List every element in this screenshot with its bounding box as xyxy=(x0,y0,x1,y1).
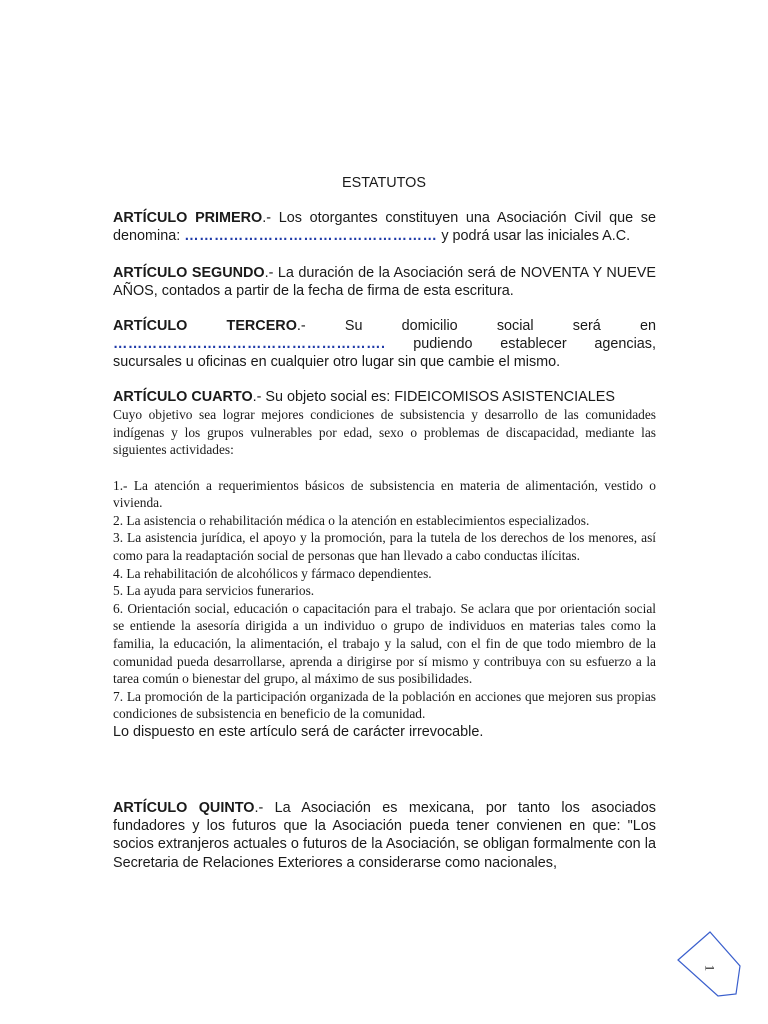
list-item: 5. La ayuda para servicios funerarios. xyxy=(113,583,315,599)
list-item: 7. La promoción de la participación organizada de la población en acciones que mejoren sus propias condiciones de subsistencia en beneficio de la comunidad. xyxy=(113,688,656,722)
article-4-closing: Lo dispuesto en este artículo será de carácter irrevocable. xyxy=(113,723,484,740)
article-5-text: La Asociación es mexicana, por tanto los asociados fundadores y los futuros que la Asociación pueda tener convienen en que: "Los socios extranjeros actuales o futuros de la Asociación, se obligan formalmente con la Secretaria de Relaciones Exteriores a considerarse como nacionales, xyxy=(113,800,657,871)
list-item: 6. Orientación social, educación o capacitación para el trabajo. Se aclara que por orientación social se entiende la asesoría dirigida a un individuo o grupo de individuos en materias tales como la familia, la educación, la alimentación, el trabajo y la salud, con el fin de que todo miembro de la comunidad pueda desarrollarse, aprenda a dirigirse por sí mismo y contribuya con su esfuerzo a la tarea común o bienestar del grupo, al máximo de sus posibilidades. xyxy=(113,600,656,687)
article-4-text: Su objeto social es: FIDEICOMISOS ASISTENCIALES xyxy=(261,389,615,405)
article-3-heading: ARTÍCULO TERCERO xyxy=(113,318,297,334)
article-3-text: Su domicilio social será en xyxy=(305,318,656,334)
article-2: ARTÍCULO SEGUNDO.- La duración de la Asociación será de NOVENTA Y NUEVE AÑOS, contados a partir de la fecha de firma de esta escritura. xyxy=(113,265,656,300)
article-2-heading: ARTÍCULO SEGUNDO xyxy=(113,265,265,281)
article-3: ARTÍCULO TERCERO.- Su domicilio social será en ………………………………………………. pudiendo establecer agencias, sucursales u oficinas en cualquier otro lugar sin que cambie el mismo. xyxy=(113,318,656,371)
article-3-blank: ………………………………………………. xyxy=(113,336,386,353)
article-2-text: La duración de la Asociación será de NOVENTA Y NUEVE AÑOS, contados a partir de la fecha de firma de esta escritura. xyxy=(113,265,656,300)
article-4 xyxy=(113,388,656,741)
article-5: ARTÍCULO QUINTO.- La Asociación es mexicana, por tanto los asociados fundadores y los futuros que la Asociación pueda tener convienen en que: "Los socios extranjeros actuales o futuros de la Asociación, se obligan formalmente con la Secretaria de Relaciones Exteriores a considerarse como nacionales, xyxy=(113,800,657,871)
article-4-title-line: ARTÍCULO CUARTO.- Su objeto social es: FIDEICOMISOS ASISTENCIALES xyxy=(113,389,615,405)
page-number: 1 xyxy=(702,964,718,972)
article-1-text: Los otorgantes constituyen una Asociación Civil que se denomina: xyxy=(113,210,656,245)
article-1: ARTÍCULO PRIMERO.- Los otorgantes constituyen una Asociación Civil que se denomina: …………………………………………… y podrá usar las iniciales A.C. xyxy=(113,210,656,245)
list-item: 1.- La atención a requerimientos básicos de subsistencia en materia de alimentación, vestido o vivienda. xyxy=(113,477,656,511)
article-1-heading: ARTÍCULO PRIMERO xyxy=(113,210,263,226)
document-title: ESTATUTOS xyxy=(342,175,426,191)
list-item: 4. La rehabilitación de alcohólicos y fármaco dependientes. xyxy=(113,565,432,581)
article-4-heading: ARTÍCULO CUARTO xyxy=(113,389,253,405)
list-item: 2. La asistencia o rehabilitación médica o la atención en establecimientos especializados. xyxy=(113,512,590,528)
list-item: 3. La asistencia jurídica, el apoyo y la promoción, para la tutela de los derechos de los menores, así como para la readaptación social de personas que han llevado a cabo conductas ilícitas. xyxy=(113,530,656,563)
article-1-blank: …………………………………………… xyxy=(184,228,438,245)
article-5-heading: ARTÍCULO QUINTO xyxy=(113,800,255,816)
article-4-intro: Cuyo objetivo sea lograr mejores condiciones de subsistencia y desarrollo de las comunidades indígenas y los grupos vulnerables por edad, sexo o problemas de discapacidad, mediante las siguientes actividades: xyxy=(113,407,656,458)
